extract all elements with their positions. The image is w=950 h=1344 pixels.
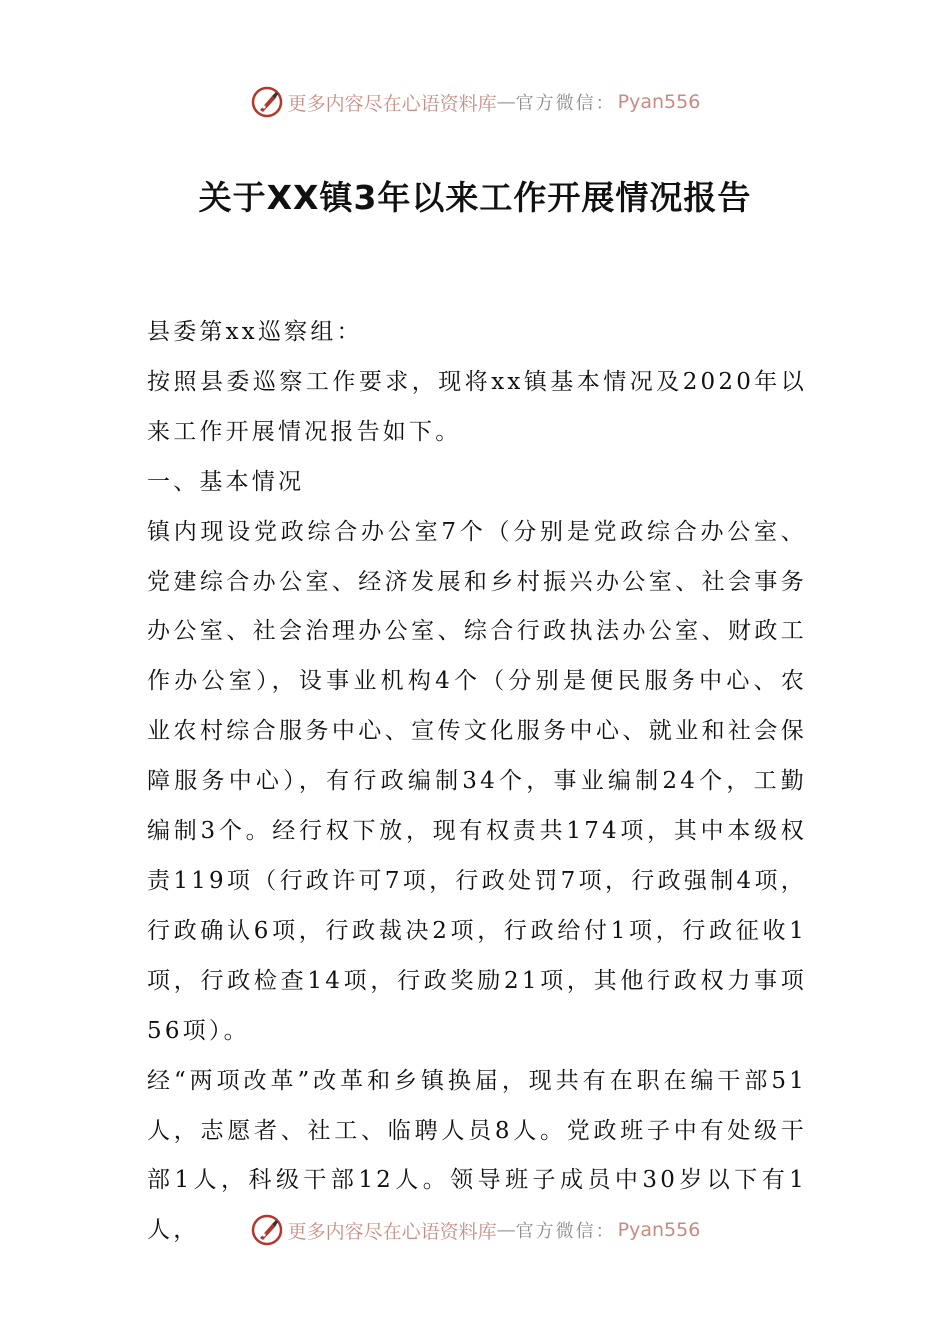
watermark-side-text: 官方微信： [515, 1221, 616, 1242]
salutation: 县委第xx巡察组： [147, 319, 363, 345]
watermark-separator: — [496, 1219, 516, 1241]
pen-nib-logo-icon [250, 1213, 284, 1247]
watermark-separator: — [496, 91, 516, 113]
watermark-wechat-id: Pyan556 [617, 1219, 701, 1241]
watermark-footer [0, 1210, 950, 1250]
watermark-wechat-id: Pyan556 [617, 91, 701, 113]
watermark-main-text: 更多内容尽在心语资料库 [287, 92, 497, 115]
body-paragraph: 经“两项改革”改革和乡镇换届，现共有在职在编干部51人，志愿者、社工、临聘人员8人。党政班子中有处级干部1人，科级干部12人。领导班子成员中30岁以下有1人， [147, 1067, 807, 1244]
pen-nib-logo-icon [250, 85, 284, 119]
watermark-main-text: 更多内容尽在心语资料库 [287, 1220, 497, 1243]
intro-paragraph: 按照县委巡察工作要求，现将xx镇基本情况及2020年以来工作开展情况报告如下。 [147, 368, 807, 445]
watermark-side-text: 官方微信： [515, 93, 616, 114]
document-body [147, 308, 807, 1256]
watermark-header [0, 82, 950, 122]
section-heading: 一、基本情况 [147, 468, 305, 495]
document-title: 关于XX镇3年以来工作开展情况报告 [198, 178, 752, 217]
body-paragraph: 镇内现设党政综合办公室7个（分别是党政综合办公室、党建综合办公室、经济发展和乡村振兴办公室、社会事务办公室、社会治理办公室、综合行政执法办公室、财政工作办公室），设事业机构4个（分别是便民服务中心、农业农村综合服务中心、宣传文化服务中心、就业和社会保障服务中心），有行政编制34个，事业编制24个，工勤编制3个。经行权下放，现有权责共174项，其中本级权责119项（行政许可7项，行政处罚7项，行政强制4项，行政确认6项，行政裁决2项，行政给付1项，行政征收1项，行政检查14项，行政奖励21项，其他行政权力事项56项）。 [147, 518, 807, 1044]
